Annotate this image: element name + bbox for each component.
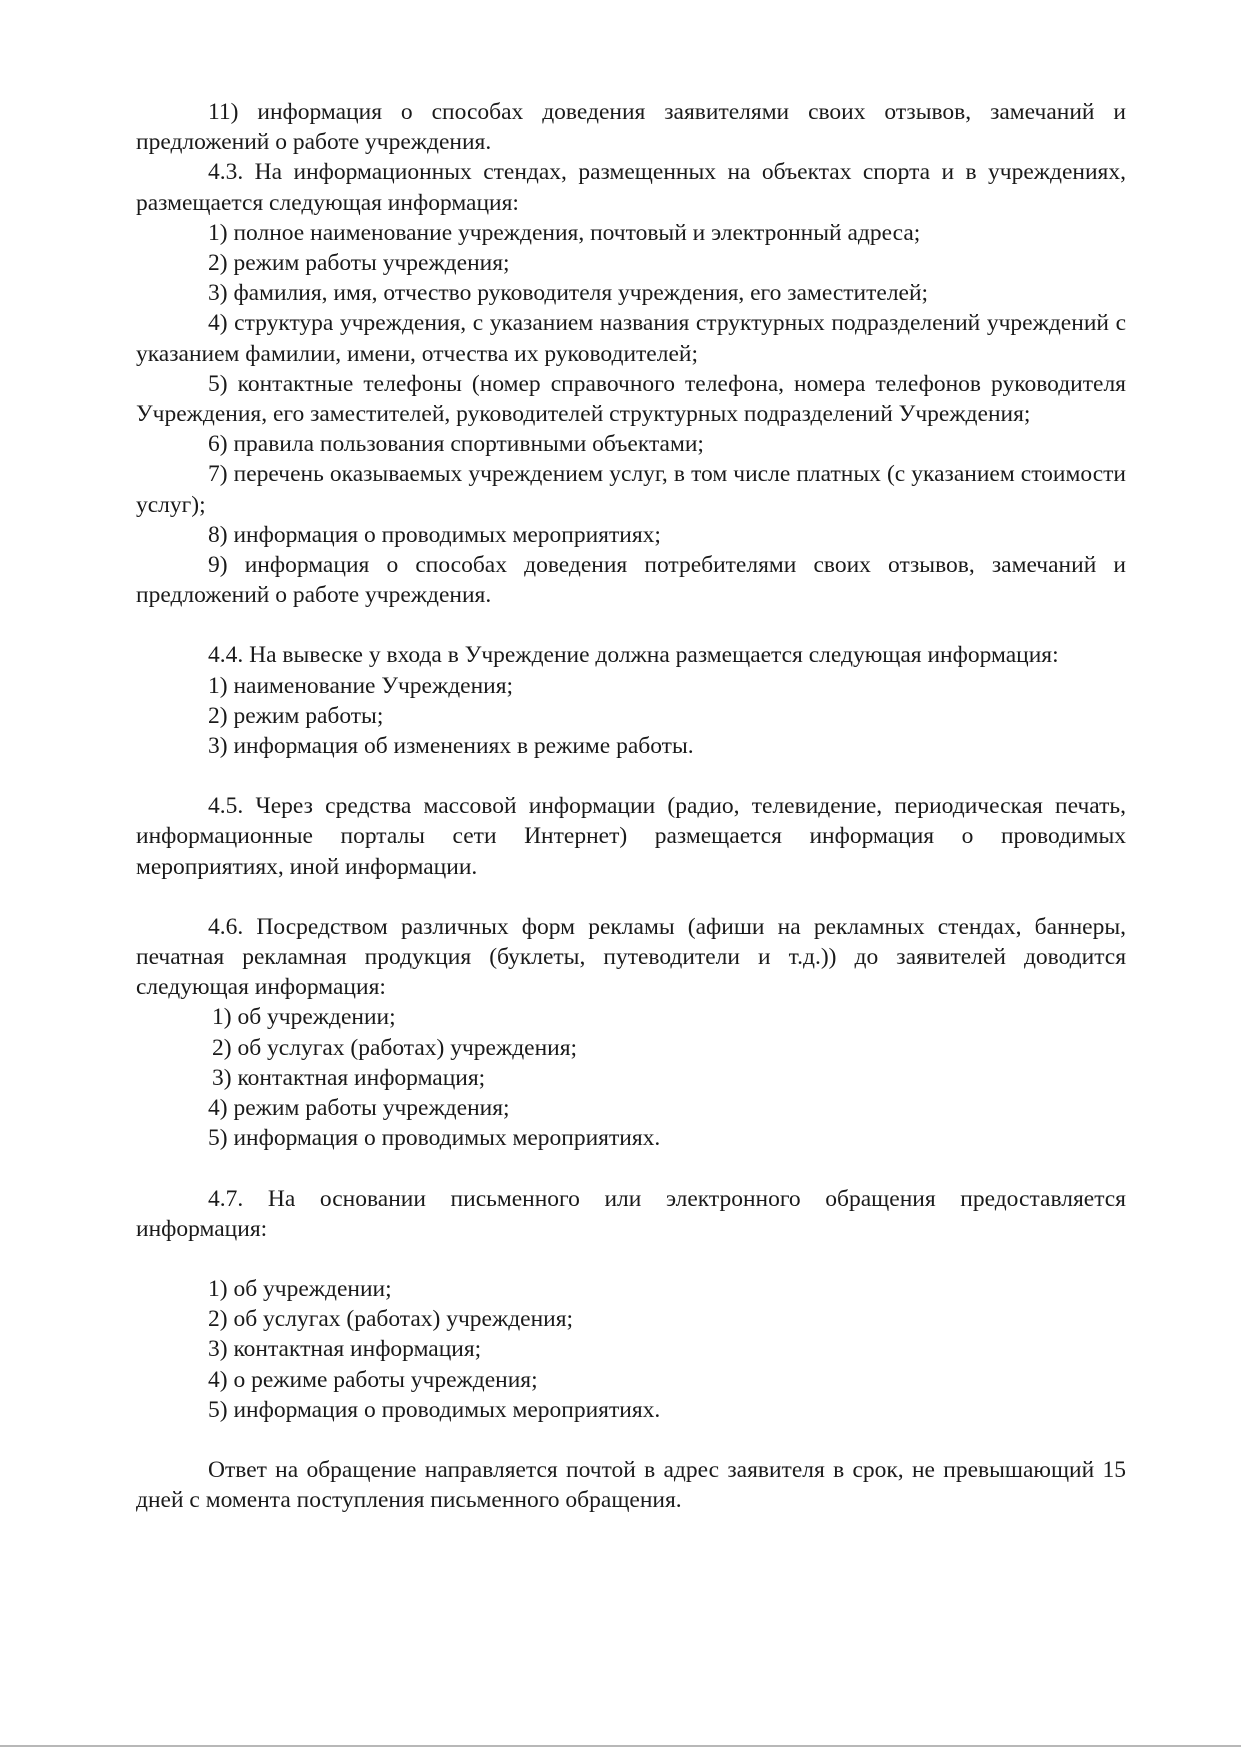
spacer — [136, 882, 1126, 912]
section-4-6-item-4: 4) режим работы учреждения; — [208, 1095, 510, 1122]
section-4-4-item-1: 1) наименование Учреждения; — [208, 672, 514, 699]
section-4-3-item-8: 8) информация о проводимых мероприятиях; — [208, 521, 661, 548]
section-4-6-item-2: 2) об услугах (работах) учреждения; — [212, 1034, 578, 1061]
section-4-7-item-4: 4) о режиме работы учреждения; — [208, 1366, 538, 1393]
section-4-6-item-1: 1) об учреждении; — [212, 1004, 396, 1031]
section-4-4-heading: 4.4. На вывеске у входа в Учреждение должна размещается следующая информация: — [208, 642, 1059, 669]
spacer — [136, 1425, 1126, 1455]
section-4-4-item-2: 2) режим работы; — [208, 702, 384, 729]
section-4-3-item-6: 6) правила пользования спортивными объектами; — [208, 431, 704, 458]
section-4-4-item-3: 3) информация об изменениях в режиме работы. — [208, 733, 694, 760]
spacer — [136, 610, 1126, 640]
spacer — [136, 1244, 1126, 1274]
section-4-3-item-4: 4) структура учреждения, с указанием названия структурных подразделений учреждений с указанием фамилии, имени, отчества их руководителей; — [136, 310, 1126, 367]
section-4-3-item-1: 1) полное наименование учреждения, почтовый и электронный адреса; — [208, 219, 921, 246]
section-4-7-item-1: 1) об учреждении; — [208, 1275, 392, 1302]
item-11: 11) информация о способах доведения заявителями своих отзывов, замечаний и предложений о работе учреждения. — [136, 99, 1126, 156]
section-4-6-item-3: 3) контактная информация; — [212, 1064, 486, 1091]
spacer — [136, 761, 1126, 791]
section-4-7-item-3: 3) контактная информация; — [208, 1336, 482, 1363]
section-4-7-heading: 4.7. На основании письменного или электронного обращения предоставляется информация: — [136, 1185, 1126, 1242]
section-4-6-item-5: 5) информация о проводимых мероприятиях. — [208, 1125, 661, 1152]
document-body — [136, 97, 1126, 1515]
spacer — [136, 1154, 1126, 1184]
section-4-6-heading: 4.6. Посредством различных форм рекламы (афиши на рекламных стендах, баннеры, печатная рекламная продукция (буклеты, путеводители и т.д.)) до заявителей доводится следующая информация: — [136, 913, 1126, 1001]
section-4-3-item-9: 9) информация о способах доведения потребителями своих отзывов, замечаний и предложений о работе учреждения. — [136, 552, 1126, 609]
section-4-3-heading: 4.3. На информационных стендах, размещенных на объектах спорта и в учреждениях, размещается следующая информация: — [136, 159, 1126, 216]
page-bottom-edge — [0, 1745, 1241, 1747]
section-4-3-item-7: 7) перечень оказываемых учреждением услуг, в том числе платных (с указанием стоимости услуг); — [136, 461, 1126, 518]
section-4-3-item-3: 3) фамилия, имя, отчество руководителя учреждения, его заместителей; — [208, 280, 929, 307]
section-4-5-heading: 4.5. Через средства массовой информации (радио, телевидение, периодическая печать, информационные порталы сети Интернет) размещается информация о проводимых мероприятиях, иной информации. — [136, 793, 1126, 880]
section-4-7-item-5: 5) информация о проводимых мероприятиях. — [208, 1396, 661, 1423]
section-4-7-item-2: 2) об услугах (работах) учреждения; — [208, 1306, 574, 1333]
closing-paragraph: Ответ на обращение направляется почтой в адрес заявителя в срок, не превышающий 15 дней с момента поступления письменного обращения. — [136, 1456, 1126, 1514]
section-4-3-item-2: 2) режим работы учреждения; — [208, 250, 510, 277]
section-4-3-item-5: 5) контактные телефоны (номер справочного телефона, номера телефонов руководителя Учреждения, его заместителей, руководителей структурных подразделений Учреждения; — [136, 370, 1126, 428]
